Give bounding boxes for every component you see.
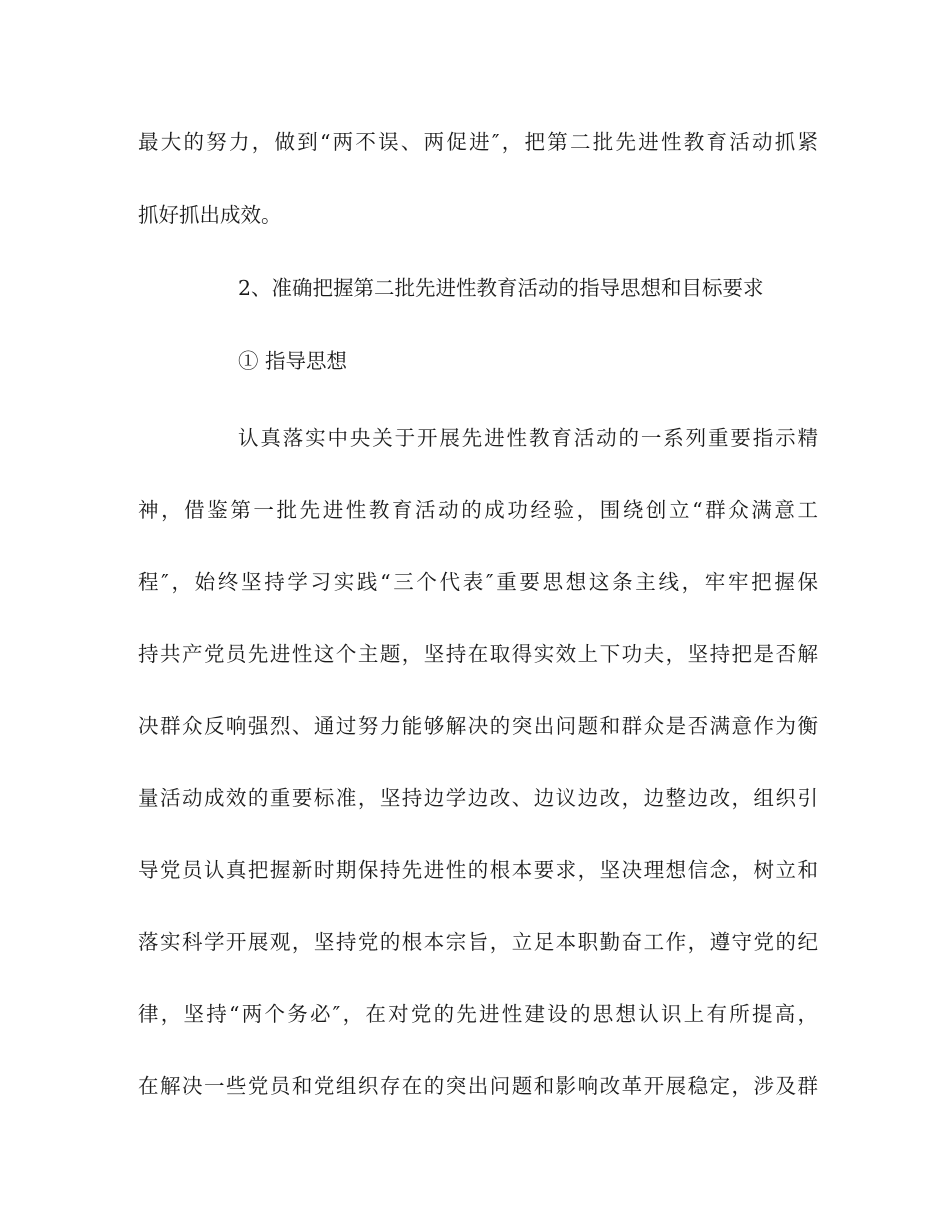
paragraph-line-4: 持共产党员先进性这个主题，坚持在取得实效上下功夫，坚持把是否解 [138,642,818,666]
paragraph-line-3: 程″，始终坚持学习实践“三个代表″重要思想这条主线，牢牢把握保 [138,570,818,594]
paragraph-line-10: 在解决一些党员和党组织存在的突出问题和影响改革开展稳定，涉及群 [138,1074,818,1098]
text-line-1: 最大的努力，做到“两不误、两促进″，把第二批先进性教育活动抓紧 [138,130,818,154]
subsection-heading: ① 指导思想 [238,349,348,373]
paragraph-line-5: 决群众反响强烈、通过努力能够解决的突出问题和群众是否满意作为衡 [138,714,818,738]
paragraph-line-9: 律，坚持“两个务必″，在对党的先进性建设的思想认识上有所提高， [138,1002,818,1026]
paragraph-line-1: 认真落实中央关于开展先进性教育活动的一系列重要指示精 [238,426,818,450]
paragraph-line-2: 神，借鉴第一批先进性教育活动的成功经验，围绕创立“群众满意工 [138,498,818,522]
section-heading: 2、准确把握第二批先进性教育活动的指导思想和目标要求 [238,276,764,300]
paragraph-line-6: 量活动成效的重要标准，坚持边学边改、边议边改，边整边改，组织引 [138,786,818,810]
paragraph-line-7: 导党员认真把握新时期保持先进性的根本要求，坚决理想信念，树立和 [138,858,818,882]
paragraph-line-8: 落实科学开展观，坚持党的根本宗旨，立足本职勤奋工作，遵守党的纪 [138,930,818,954]
text-line-2: 抓好抓出成效。 [138,203,282,227]
